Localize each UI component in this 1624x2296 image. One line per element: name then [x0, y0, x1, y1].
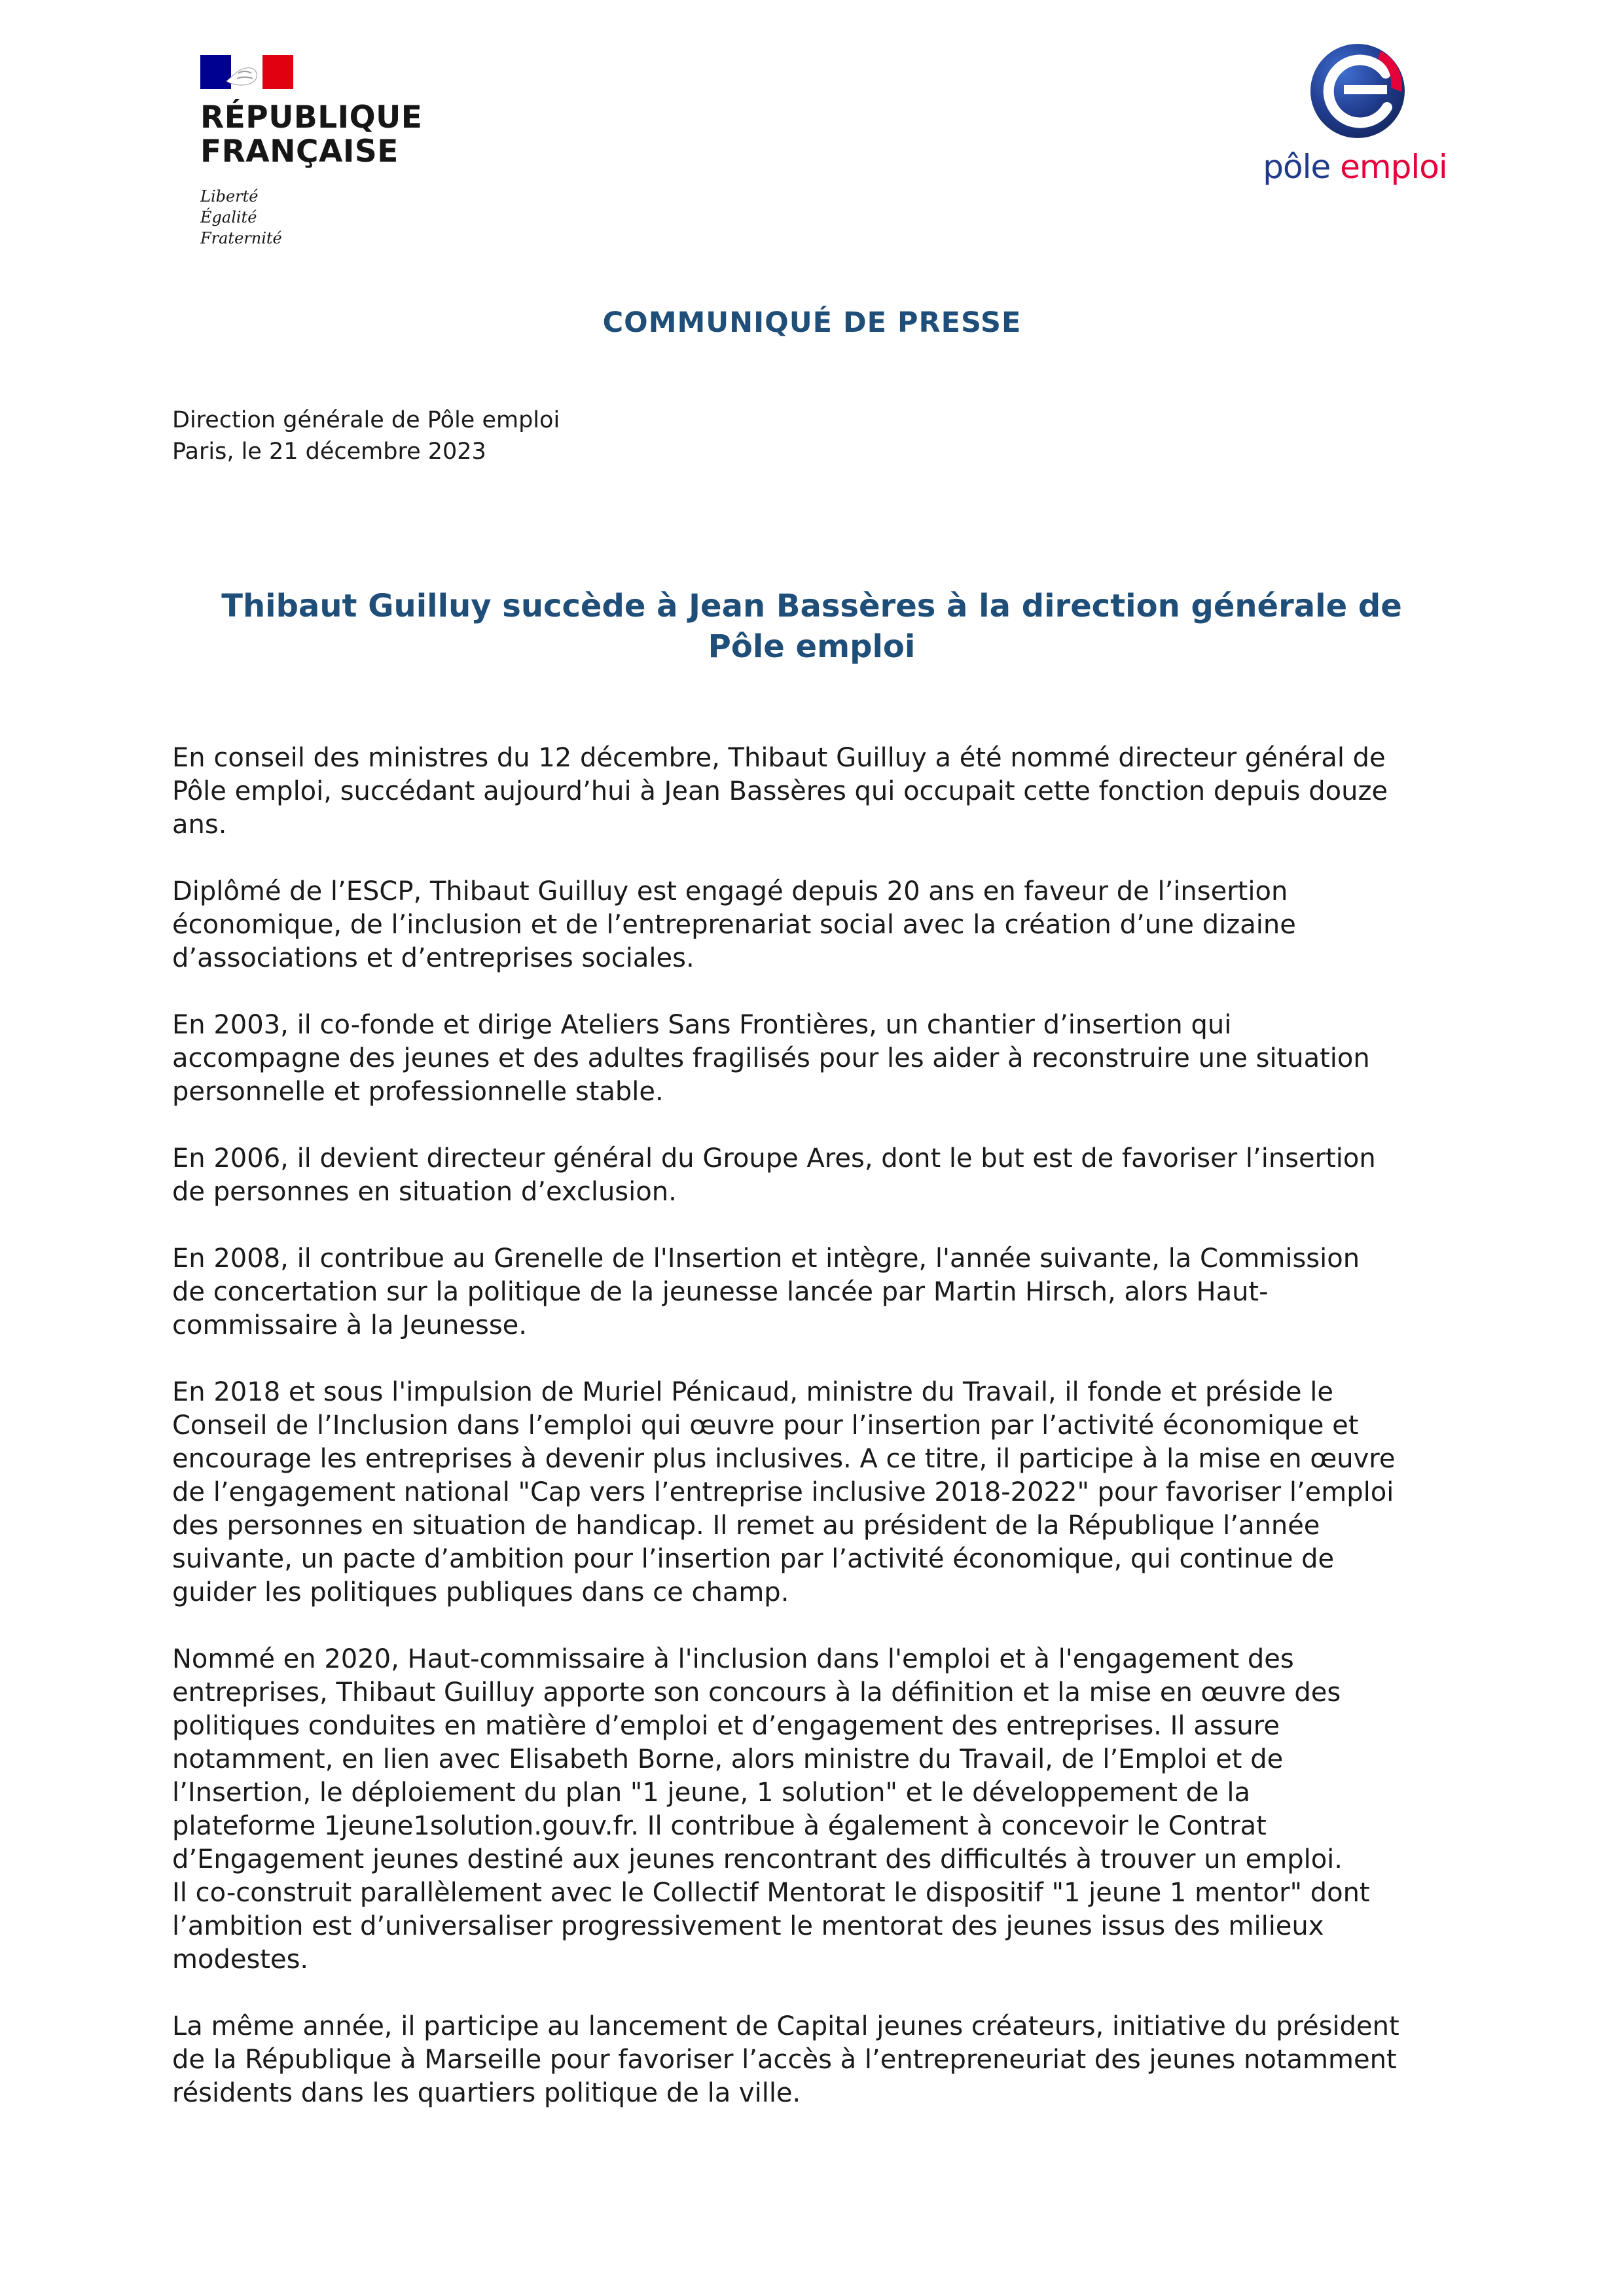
paragraph-line: Diplômé de l’ESCP, Thibaut Guilluy est engagé depuis 20 ans en faveur de l’insertion [172, 876, 1288, 906]
paragraph-line: modestes. [172, 1945, 309, 1975]
paragraph-line: politiques conduites en matière d’emploi et d’engagement des entreprises. Il assure [172, 1711, 1280, 1741]
paragraph-line: l’Insertion, le déploiement du plan "1 jeune, 1 solution" et le développement de la [172, 1778, 1250, 1808]
rf-name-line-2: FRANÇAISE [200, 134, 399, 170]
paragraph-line: notamment, en lien avec Elisabeth Borne, alors ministre du Travail, de l’Emploi et de [172, 1744, 1284, 1774]
paragraph-line: encourage les entreprises à devenir plus inclusives. A ce titre, il participe à la mise en œuvre [172, 1444, 1396, 1474]
republique-francaise-logo [200, 55, 436, 249]
paragraph-line: suivante, un pacte d’ambition pour l’insertion par l’activité économique, qui continue de [172, 1544, 1335, 1574]
headline-line-1: Thibaut Guilluy succède à Jean Bassères à la direction générale de [221, 588, 1402, 624]
paragraph [172, 1142, 1468, 1209]
paragraph-line: Conseil de l’Inclusion dans l’emploi qui œuvre pour l’insertion par l’activité économique et [172, 1410, 1359, 1441]
pole-emploi-wordmark [1257, 147, 1453, 187]
paragraph-line: La même année, il participe au lancement de Capital jeunes créateurs, initiative du président [172, 2011, 1399, 2041]
paragraph-line: En 2006, il devient directeur général du Groupe Ares, dont le but est de favoriser l’insertion [172, 1143, 1376, 1174]
paragraph-line: entreprises, Thibaut Guilluy apporte son concours à la définition et la mise en œuvre des [172, 1677, 1341, 1708]
rf-name-line-1: RÉPUBLIQUE [200, 99, 423, 135]
wordmark-emploi: emploi [1340, 148, 1447, 186]
paragraph [172, 1376, 1468, 1609]
rf-motto-egalite: Égalité [200, 208, 257, 226]
paragraph [172, 742, 1468, 842]
body-text [172, 742, 1468, 2144]
document-label: COMMUNIQUÉ DE PRESSE [602, 306, 1022, 339]
paragraph [172, 2010, 1468, 2110]
document-meta [172, 404, 560, 467]
paragraph-line: personnelle et professionnelle stable. [172, 1077, 664, 1107]
paragraph-line: En conseil des ministres du 12 décembre, Thibaut Guilluy a été nommé directeur général de [172, 743, 1386, 773]
paragraph [172, 1242, 1468, 1342]
wordmark-pole: pôle [1263, 148, 1331, 186]
pole-emploi-e-icon [1308, 42, 1407, 140]
paragraph-line: économique, de l’inclusion et de l’entreprenariat social avec la création d’une dizaine [172, 910, 1296, 940]
paragraph-line: des personnes en situation de handicap. Il remet au président de la République l’année [172, 1511, 1320, 1541]
paragraph-line: l’ambition est d’universaliser progressivement le mentorat des jeunes issus des milieux [172, 1911, 1324, 1941]
paragraph-line: de l’engagement national "Cap vers l’entreprise inclusive 2018-2022" pour favoriser l’emploi [172, 1477, 1394, 1507]
paragraph-line: de concertation sur la politique de la jeunesse lancée par Martin Hirsch, alors Haut- [172, 1277, 1269, 1307]
paragraph-line: de personnes en situation d’exclusion. [172, 1177, 677, 1207]
paragraph-line: ans. [172, 810, 227, 840]
paragraph [172, 875, 1468, 975]
paragraph-line: Il co-construit parallèlement avec le Collectif Mentorat le dispositif "1 jeune 1 mentor" dont [172, 1878, 1370, 1908]
paragraph-line: plateforme 1jeune1solution.gouv.fr. Il contribue à également à concevoir le Contrat [172, 1811, 1267, 1841]
paragraph-line: En 2003, il co-fonde et dirige Ateliers Sans Frontières, un chantier d’insertion qui [172, 1010, 1232, 1040]
paragraph [172, 1009, 1468, 1109]
paragraph-line: Pôle emploi, succédant aujourd’hui à Jean Bassères qui occupait cette fonction depuis douze [172, 776, 1388, 806]
rf-motto-fraternite: Fraternité [200, 229, 282, 247]
paragraph-line: En 2008, il contribue au Grenelle de l'Insertion et intègre, l'année suivante, la Commission [172, 1244, 1360, 1274]
paragraph-line: d’Engagement jeunes destiné aux jeunes rencontrant des difficultés à trouver un emploi. [172, 1844, 1343, 1874]
paragraph-line: Nommé en 2020, Haut-commissaire à l'inclusion dans l'emploi et à l'engagement des [172, 1644, 1294, 1674]
paragraph-line: de la République à Marseille pour favoriser l’accès à l’entrepreneuriat des jeunes notamment [172, 2045, 1397, 2075]
paragraph-line: accompagne des jeunes et des adultes fragilisés pour les aider à reconstruire une situation [172, 1043, 1370, 1073]
paragraph-line: guider les politiques publiques dans ce champ. [172, 1577, 789, 1607]
paragraph [172, 1643, 1468, 1977]
rf-motto-liberte: Liberté [200, 187, 259, 206]
paragraph-line: En 2018 et sous l'impulsion de Muriel Pénicaud, ministre du Travail, il fonde et préside le [172, 1377, 1333, 1407]
document-date: Paris, le 21 décembre 2023 [172, 439, 486, 465]
headline-line-2: Pôle emploi [708, 628, 916, 665]
headline [164, 586, 1460, 667]
paragraph-line: résidents dans les quartiers politique de la ville. [172, 2078, 801, 2108]
paragraph-line: d’associations et d’entreprises sociales. [172, 943, 695, 973]
marianne-flag-icon [200, 55, 293, 89]
pole-emploi-logo [1257, 42, 1453, 206]
document-source: Direction générale de Pôle emploi [172, 407, 560, 433]
paragraph-line: commissaire à la Jeunesse. [172, 1310, 527, 1340]
